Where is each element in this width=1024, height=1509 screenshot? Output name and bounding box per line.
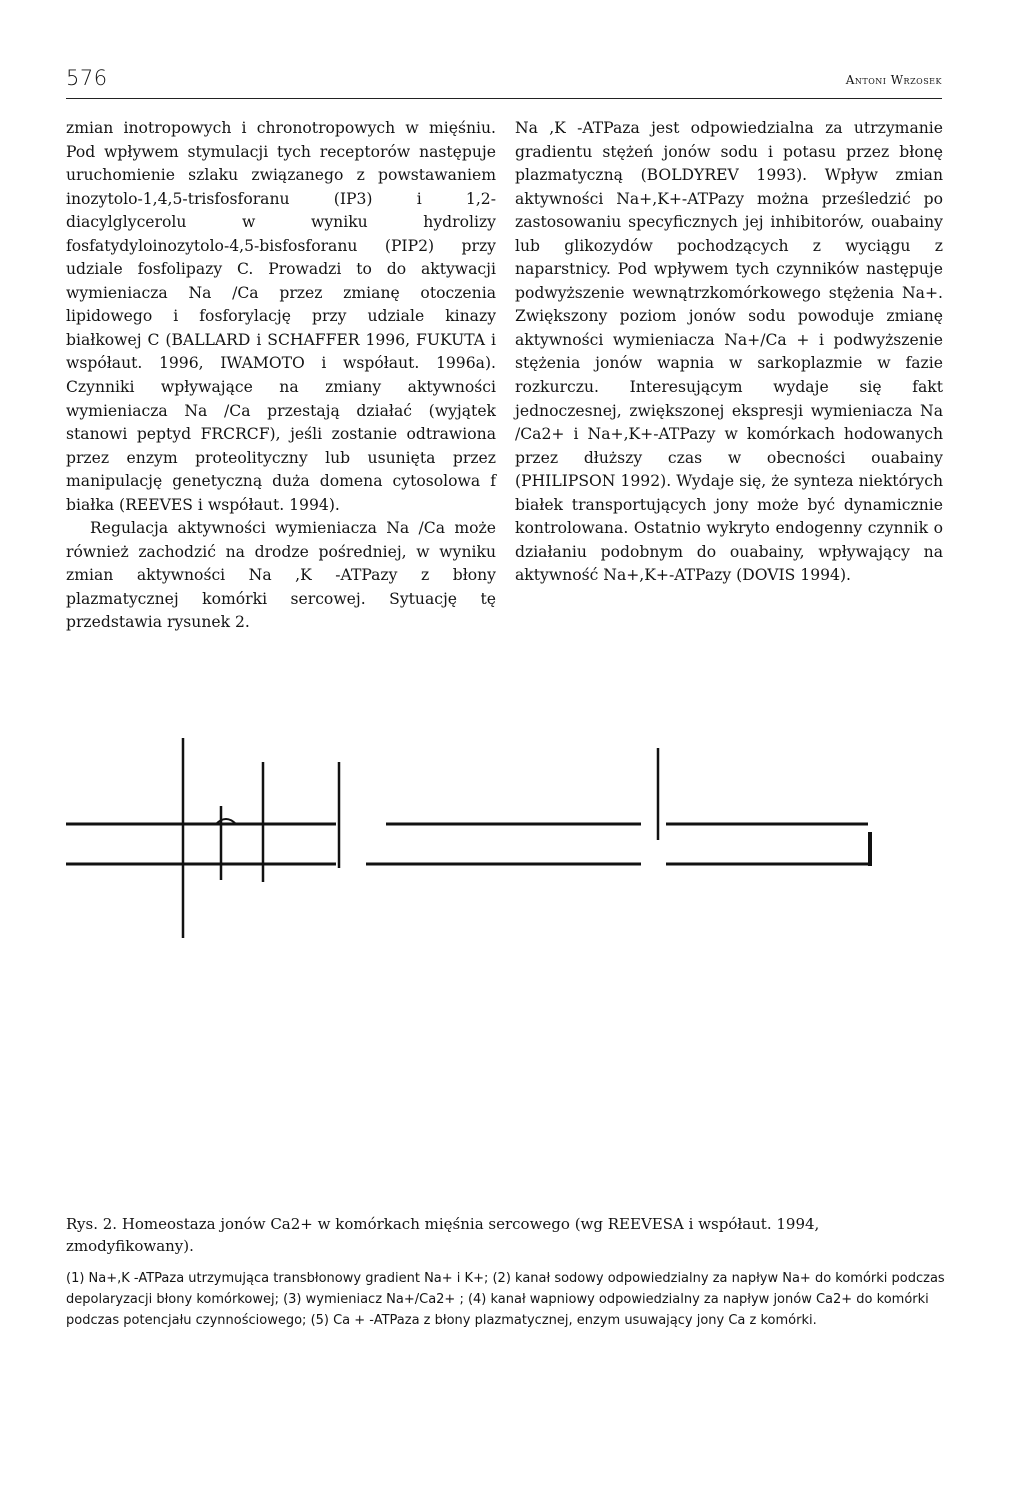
right-paragraph-1: Na ,K -ATPaza jest odpowiedzialna za utrzymanie gradientu stężeń jonów sodu i potasu przez błonę plazmatyczną (BOLDYREV 1993). Wpływ zmian aktywności Na+,K+-ATPazy można prześledzić po zastosowaniu specyficznych jej inhibitorów, ouabainy lub glikozydów pochodzących z wyciągu z naparstnicy. Pod wpływem tych czynników następuje podwyższenie wewnątrzkomórkowego stężenia Na+. Zwiększony poziom jonów sodu powoduje zmianę aktywności wymieniacza Na+/Ca + i podwyższenie stężenia jonów wapnia w sarkoplazmie w fazie rozkurczu. Interesującym wydaje się fakt jednoczesnej, zwiększonej ekspresji wymieniacza Na /Ca2+ i Na+,K+-ATPazy w komórkach hodowanych przez dłuższy czas w obecności ouabainy (PHILIPSON 1992). Wydaje się, że synteza niektórych białek transportujących jony może być dynamicznie kontrolowana. Ostatnio wykryto endogenny czynnik o działaniu podobnym do ouabainy, wpływający na aktywność Na+,K+-ATPazy (DOVIS 1994). [515, 119, 943, 585]
figure-legend-text: (1) Na+,K -ATPaza utrzymująca transbłonowy gradient Na+ i K+; (2) kanał sodowy odpowiedzialny za napływ Na+ do komórki podczas depolaryzacji błony komórkowej; (3) wymieniacz Na+/Ca2+ ; (4) kanał wapniowy odpowiedzialny za napływ jonów Ca2+ do komórki podczas potencjału czynnościowego; (5) Ca + -ATPaza z błony plazmatycznej, enzym usuwający jony Ca z komórki. [66, 1271, 945, 1328]
membrane-end-box [868, 832, 872, 866]
membrane-figure [66, 728, 946, 1028]
figure-caption [66, 1213, 946, 1257]
right-column [515, 117, 943, 588]
left-column [66, 117, 496, 635]
left-paragraph-1: zmian inotropowych i chronotropowych w mięśniu. Pod wpływem stymulacji tych receptorów następuje uruchomienie szlaku związanego z powstawaniem inozytolo-1,4,5-trisfosforanu (IP3) i 1,2-diacylglycerolu w wyniku hydrolizy fosfatydyloinozytolo-4,5-bisfosforanu (PIP2) przy udziale fosfolipazy C. Prowadzi to do aktywacji wymieniacza Na /Ca przez zmianę otoczenia lipidowego i fosforylację przy udziale kinazy białkowej C (BALLARD i SCHAFFER 1996, FUKUTA i współaut. 1996, IWAMOTO i współaut. 1996a). Czynniki wpływające na zmiany aktywności wymieniacza Na /Ca przestają działać (wyjątek stanowi peptyd FRCRCF), jeśli zostanie odtrawiona przez enzym proteolityczny lub usunięta przez manipulację genetyczną duża domena cytosolowa f białka (REEVES i współaut. 1994). [66, 119, 496, 514]
page-number: 576 [66, 66, 108, 90]
running-head: Antoni Wrzosek [845, 73, 942, 87]
left-paragraph-2: Regulacja aktywności wymieniacza Na /Ca może również zachodzić na drodze pośredniej, w wyniku zmian aktywności Na ,K -ATPazy z błony plazmatycznej komórki sercowej. Sytuację tę przedstawia rysunek 2. [66, 519, 496, 632]
figure-caption-text: Rys. 2. Homeostaza jonów Ca2+ w komórkach mięśnia sercowego (wg REEVESA i współaut. 1994, zmodyfikowany). [66, 1215, 820, 1255]
page-header [66, 62, 942, 99]
figure-legend [66, 1268, 946, 1331]
